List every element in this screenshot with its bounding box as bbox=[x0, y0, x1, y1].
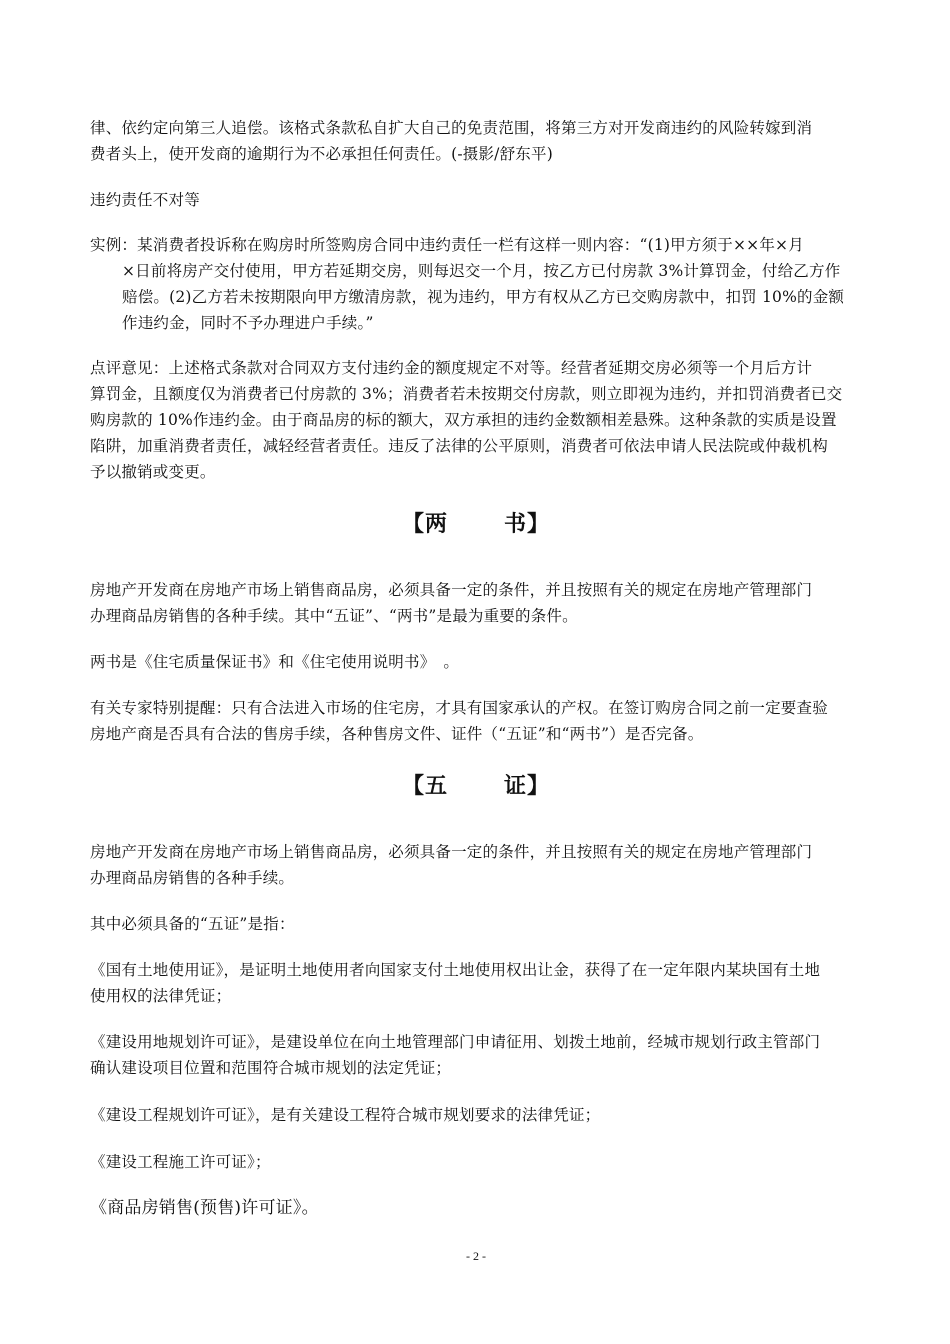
paragraph-line: 《建设工程施工许可证》； bbox=[90, 1153, 271, 1171]
paragraph-line: 律、依约定向第三人追偿。该格式条款私自扩大自己的免责范围，将第三方对开发商违约的风险转嫁到消 bbox=[90, 119, 813, 137]
paragraph-line: 算罚金，且额度仅为消费者已付房款的 3%；消费者若未按期交付房款，则立即视为违约，并扣罚消费者已交 bbox=[90, 385, 843, 403]
document-page bbox=[90, 0, 862, 1344]
heading-left: 【两 bbox=[401, 511, 448, 537]
paragraph-line: 实例：某消费者投诉称在购房时所签购房合同中违约责任一栏有这样一则内容：“(1)甲方须于××年×月 bbox=[90, 236, 804, 254]
paragraph-line: 《建设工程规划许可证》，是有关建设工程符合城市规划要求的法律凭证； bbox=[90, 1106, 601, 1124]
paragraph-line: 确认建设项目位置和范围符合城市规划的法定凭证； bbox=[90, 1059, 452, 1077]
paragraph-line: 两书是《住宅质量保证书》和《住宅使用说明书》 。 bbox=[90, 653, 460, 671]
paragraph-line: 办理商品房销售的各种手续。其中“五证”、“两书”是最为重要的条件。 bbox=[90, 607, 578, 625]
paragraph-line: 房地产开发商在房地产市场上销售商品房，必须具备一定的条件，并且按照有关的规定在房地产管理部门 bbox=[90, 581, 813, 599]
paragraph-line: 《商品房销售(预售)许可证》。 bbox=[90, 1198, 319, 1218]
paragraph-line: 其中必须具备的“五证”是指： bbox=[90, 915, 295, 933]
heading-right: 书】 bbox=[504, 511, 551, 537]
heading-left: 【五 bbox=[401, 773, 448, 799]
heading-right: 证】 bbox=[504, 773, 551, 799]
paragraph-line: 办理商品房销售的各种手续。 bbox=[90, 869, 295, 887]
paragraph-line: 作违约金，同时不予办理进户手续。” bbox=[122, 314, 374, 332]
paragraph-line: 购房款的 10%作违约金。由于商品房的标的额大，双方承担的违约金数额相差悬殊。这种条款的实质是设置 bbox=[90, 411, 837, 429]
paragraph-line: 《国有土地使用证》，是证明土地使用者向国家支付土地使用权出让金，获得了在一定年限内某块国有土地 bbox=[90, 961, 821, 979]
paragraph-line: 房地产开发商在房地产市场上销售商品房，必须具备一定的条件，并且按照有关的规定在房地产管理部门 bbox=[90, 843, 813, 861]
paragraph-line: 陷阱，加重消费者责任，减轻经营者责任。违反了法律的公平原则，消费者可依法申请人民法院或仲裁机构 bbox=[90, 437, 828, 455]
paragraph-line: ×日前将房产交付使用，甲方若延期交房，则每迟交一个月，按乙方已付房款 3%计算罚金，付给乙方作 bbox=[122, 262, 841, 280]
paragraph-line: 费者头上，使开发商的逾期行为不必承担任何责任。(-摄影/舒东平) bbox=[90, 145, 553, 163]
heading-wuzheng bbox=[90, 769, 862, 800]
paragraph-line: 房地产商是否具有合法的售房手续，各种售房文件、证件（“五证”和“两书”）是否完备。 bbox=[90, 725, 704, 743]
paragraph-line: 有关专家特别提醒：只有合法进入市场的住宅房，才具有国家承认的产权。在签订购房合同之前一定要查验 bbox=[90, 699, 828, 717]
paragraph-line: 《建设用地规划许可证》，是建设单位在向土地管理部门申请征用、划拨土地前，经城市规划行政主管部门 bbox=[90, 1033, 821, 1051]
section-subtitle: 违约责任不对等 bbox=[90, 191, 200, 209]
page-number: - 2 - bbox=[466, 1249, 486, 1263]
paragraph-line: 赔偿。(2)乙方若未按期限向甲方缴清房款，视为违约，甲方有权从乙方已交购房款中，扣罚 10%的金额 bbox=[122, 288, 845, 306]
paragraph-line: 使用权的法律凭证； bbox=[90, 987, 232, 1005]
heading-liangshu bbox=[90, 507, 862, 538]
paragraph-line: 点评意见：上述格式条款对合同双方支付违约金的额度规定不对等。经营者延期交房必须等一个月后方计 bbox=[90, 359, 813, 377]
paragraph-line: 予以撤销或变更。 bbox=[90, 463, 216, 481]
